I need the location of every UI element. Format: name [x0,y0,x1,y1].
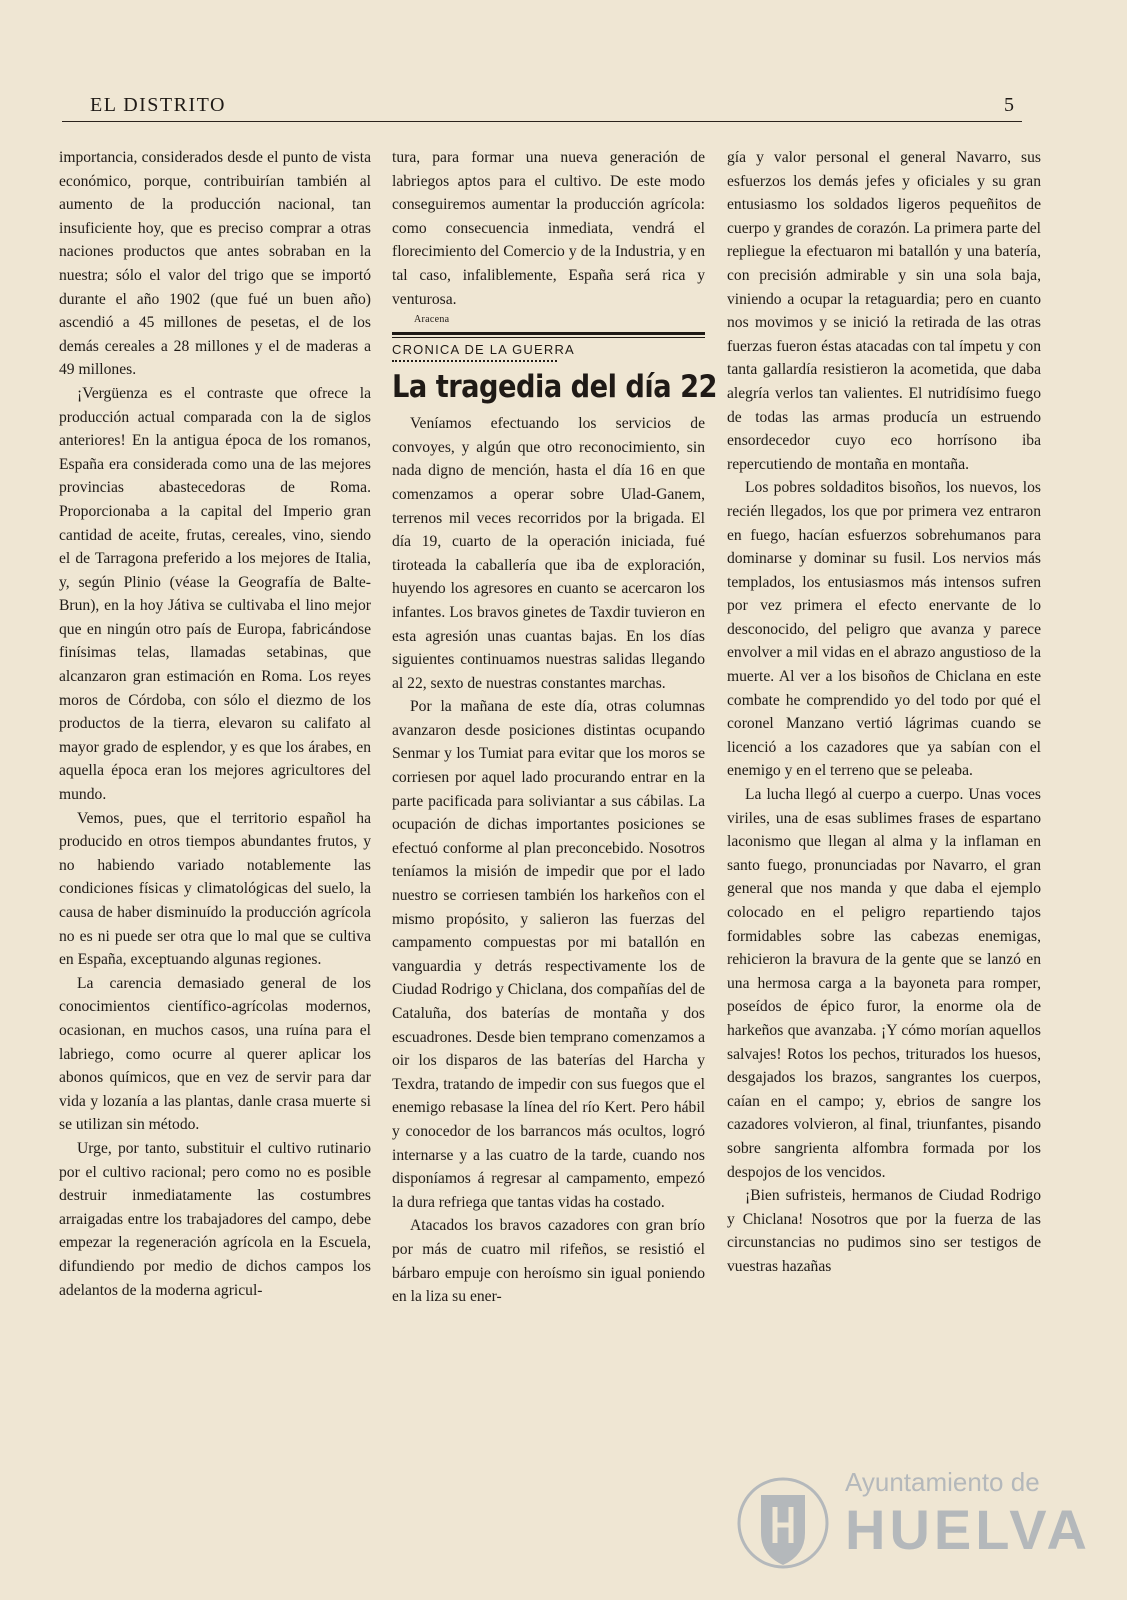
paragraph: Vemos, pues, que el territorio español ha producido en otros tiempos abundantes frutos, y no habiendo variado notablemente las condiciones físicas y climatológicas del suelo, la causa de haber disminuído la producción agrícola no es ni puede ser otra que lo mal que se cultiva en España, exceptuando algunas regiones. [59,809,371,969]
watermark-line-1: Ayuntamiento de [845,1467,1040,1497]
shield-logo-icon [735,1473,831,1573]
paragraph: ¡Vergüenza es el contraste que ofrece la producción actual comparada con la de siglos anteriores! En la antigua época de los romanos, España era considerada como una de las mejores provincias abastecedoras de Roma. Proporcionaba a la capital del Imperio gran cantidad de aceite, frutas, cereales, vino, siendo el de Tarragona preferido a los mejores de Italia, y, según Plinio (véase la Geografía de Balte-Brun), en la hoy Játiva se cultivaba el lino mejor que en ningún otro país de Europa, fabricándose finísimas telas, llamadas setabinas, que alcanzaron gran estimación en Roma. Los reyes moros de Córdoba, con sólo el diezmo de los productos de la tierra, elevaron su califato al mayor grado de esplendor, y es que los árabes, en aquella época eran los mejores agricultores del mundo. [59,384,371,804]
page-number: 5 [1004,94,1014,116]
article-signature: Aracena [414,314,450,326]
article-headline: La tragedia del día 22 [392,369,718,406]
section-rule [392,337,705,338]
paragraph: La lucha llegó al cuerpo a cuerpo. Unas voces viriles, una de esas sublimes frases de espartano laconismo que llegan al alma y la inflaman en santo fuego, pronunciadas por Navarro, el gran general que nos manda y que daba el ejemplo colocado en el peligro repartiendo tajos formidables sobre las cabezas enemigas, rehicieron la bravura de la gente que se lanzó en una hermosa carga a la bayoneta para romper, poseídos de épico furor, la enorme ola de harkeños que avanzaba. ¡Y cómo morían aquellos salvajes! Rotos los pechos, triturados los huesos, desgajados los brazos, sangrantes los cuerpos, caían en el campo; y, ebrios de sangre los cazadores volvieron, al final, triunfantes, pisando sobre sangrienta alfombra formada por los despojos de los vencidos. [727,786,1041,1181]
paragraph: gía y valor personal el general Navarro, sus esfuerzos los demás jefes y oficiales y su gran entusiasmo los soldados ligeros pequeñitos de cuerpo y grandes de corazón. La primera parte del repliegue la efectuaron mi batallón y una batería, con precisión admirable y sin una sola baja, viniendo a ocupar la retaguardia; pero en cuanto nos movimos y se inició la retirada de las otras fuerzas fueron éstas atacadas con tal ímpetu y con tanta gallardía resistieron la acometida, que daba alegría verlos tan valientes. El nutridísimo fuego de todas las armas producía un estruendo ensordecedor cuyo eco horrísono iba repercutiendo de montaña en montaña. [727,149,1041,473]
dotted-rule [392,360,557,362]
archive-watermark [735,1455,1091,1575]
paragraph: ¡Bien sufristeis, hermanos de Ciudad Rodrigo y Chiclana! Nosotros que por la fuerza de las circunstancias no pudimos sino ser testigos de vuestras hazañas [727,1187,1041,1275]
paragraph: Atacados los bravos cazadores con gran brío por más de cuatro mil rifeños, se resistió el bárbaro empuje con heroísmo sin igual poniendo en la liza su ener- [392,1217,705,1306]
page-header [90,94,1014,120]
column-1 [59,146,371,1302]
column-2 [392,146,718,1309]
paragraph: Urge, por tanto, substituir el cultivo rutinario por el cultivo racional; pero como no es posible destruir inmediatamente las costumbres arraigadas entre los trabajadores del campo, debe empezar la regeneración agrícola en la Escuela, difundiendo por medio de dichos campos los adelantos de la moderna agricul- [59,1139,371,1299]
paragraph: Los pobres soldaditos bisoños, los nuevos, los recién llegados, los que por primera vez entraron en fuego, hacían esfuerzos sobrehumanos para dominarse y dominar su fusil. Los nervios más templados, los entusiasmos más intensos sufren por vez primera el efecto enervante de lo desconocido, del peligro que avanza y parece envolver a mil vidas en el abrazo angustioso de la muerte. Al ver a los bisoños de Chiclana en este combate he comprendido yo del todo por qué el coronel Manzano vertió lágrimas cuando se licenció a los cazadores que ya sabían con el enemigo y en el terreno que se peleaba. [727,479,1041,780]
paragraph: tura, para formar una nueva generación de labriegos aptos para el cultivo. De este modo conseguiremos aumentar la producción agrícola: como consecuencia inmediata, vendrá el florecimiento del Comercio y de la Industria, y en tal caso, infaliblemente, España será rica y venturosa. [392,149,705,308]
paragraph: importancia, considerados desde el punto de vista económico, porque, contribuirían también al aumento de la producción nacional, tan insuficiente hoy, que es preciso comprar a otras naciones productos que antes sobraban en la nuestra; sólo el valor del trigo que se importó durante el año 1902 (que fué un buen año) ascendió a 45 millones de pesetas, el de los demás cereales a 28 millones y el de maderas a 49 millones. [59,149,371,379]
section-rule [392,332,705,335]
paragraph: Por la mañana de este día, otras columnas avanzaron desde posiciones distintas ocupando Senmar y los Tumiat para evitar que los moros se corriesen por aquel lado procurando entrar en la parte pacificada para soliviantar a sus cábilas. La ocupación de dichas importantes posiciones se efectuó conforme al plan preconcebido. Nosotros teníamos la misión de impedir que por el lado nuestro se corriesen también los harkeños con el mismo propósito, y salieron las fuerzas del campamento compuestas por mi batallón en vanguardia y detrás respectivamente los de Ciudad Rodrigo y Chiclana, dos compañías del de Cataluña, dos baterías de montaña y dos escuadrones. Desde bien temprano comenzamos a oir los disparos de las baterías del Harcha y Texdra, tratando de impedir con sus fuegos que el enemigo rebasase la línea del río Kert. Pero hábil y conocedor de los barrancos más ocultos, logró internarse y a las cuatro de la tarde, cuando nos disponíamos á regresar al campamento, empezó la dura refriega que tantas vidas ha costado. [392,698,705,1211]
header-rule [62,121,1022,122]
paragraph: La carencia demasiado general de los conocimientos científico-agrícolas modernos, ocasionan, en muchos casos, una ruína para el labriego, como ocurre al querer aplicar los abonos químicos, que en vez de servir para dar vida y lozanía a las plantas, danle crasa muerte si se utilizan sin método. [59,974,371,1134]
section-label: CRONICA DE LA GUERRA [392,342,575,358]
paragraph: Veníamos efectuando los servicios de convoyes, y algún que otro reconocimiento, sin nada digno de mención, hasta el día 16 en que comenzamos a operar sobre Ulad-Ganem, terrenos mil veces recorridos por la brigada. El día 19, cuarto de la operación iniciada, fué tiroteada la caballería que iba de exploración, huyendo los agresores en cuanto se acercaron los infantes. Los bravos ginetes de Taxdir tuvieron en esta agresión unas cuantas bajas. En los días siguientes continuamos nuestras salidas llegando al 22, sexto de nuestras constantes marchas. [392,415,705,692]
column-3 [727,146,1041,1279]
publication-title: EL DISTRITO [90,94,226,116]
watermark-line-2: HUELVA [845,1498,1091,1561]
